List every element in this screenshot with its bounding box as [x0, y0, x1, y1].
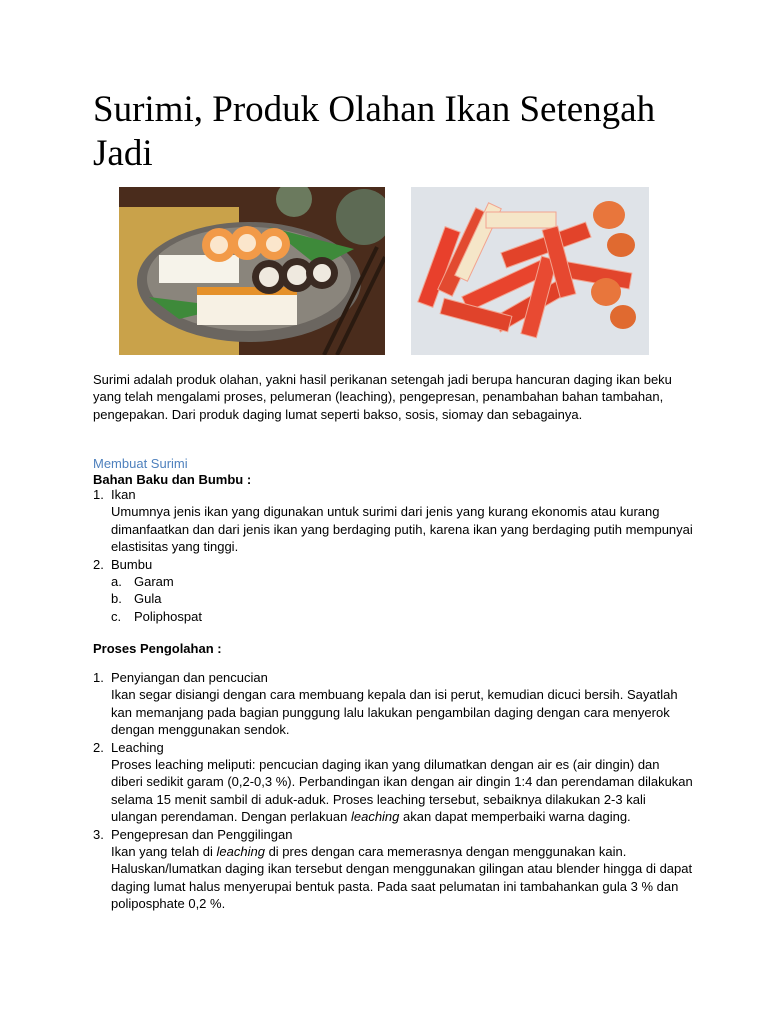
list-item: 1. Ikan Umumnya jenis ikan yang digunakan untuk surimi dari jenis yang kurang ekonomis atau kurang dimanfaatkan dan dari jenis ikan yang berdaging putih, karena ikan yang berdaging putih mempunyai elastisitas yang tinggi. [93, 487, 693, 555]
list-item-desc: Ikan segar disiangi dengan cara membuang kepala dan isi perut, kemudian dicuci bersih. Sayatlah kan memanjang pada bagian punggung lalu lakukan pengambilan daging dengan cara menyerok dengan menggunakan sendok. [111, 687, 678, 738]
list-item: 2. Bumbu a. Garam b. Gula c. Poliphospat [93, 556, 693, 626]
kamaboko-photo [119, 187, 385, 355]
list-item-title: Ikan [111, 487, 136, 502]
sub-item: a. Garam [111, 574, 174, 590]
list-item-title: Leaching [111, 739, 164, 755]
list-item-title: Penyiangan dan pencucian [111, 670, 268, 685]
proses-list [93, 669, 693, 913]
list-item-desc: Proses leaching meliputi: pencucian daging ikan yang dilumatkan dengan air es (air dingin) dan diberi sedikit garam (0,2-0,3 %). Perbandingan ikan dengan air dingin 1:4 dan perendaman dilakukan selama 15 menit sambil di aduk-aduk. Proses leaching tersebut, sebaiknya dilakukan 2-3 kali ulangan perendaman. Dengan perlakuan leaching akan dapat memperbaiki warna daging. [111, 757, 693, 825]
page-title: Surimi, Produk Olahan Ikan Setengah Jadi [93, 89, 656, 174]
list-item-title: Pengepresan dan Penggilingan [111, 826, 293, 842]
list-item: 2. Leaching Proses leaching meliputi: pencucian daging ikan yang dilumatkan dengan air es (air dingin) dan diberi sedikit garam (0,2-0,3 %). Perbandingan ikan dengan air dingin 1:4 dan perendaman dilakukan selama 15 menit sambil di aduk-aduk. Proses leaching tersebut, sebaiknya dilakukan 2-3 kali ulangan perendaman. Dengan perlakuan leaching akan dapat memperbaiki warna daging. [93, 739, 693, 825]
intro-paragraph: Surimi adalah produk olahan, yakni hasil perikanan setengah jadi berupa hancuran daging ikan beku yang telah mengalami proses, pelumeran (leaching), pengepresan, penambahan bahan tambahan, pengepakan. Dari produk daging lumat seperti bakso, sosis, siomay dan sebagainya. [93, 372, 672, 422]
bumbu-sublist [111, 573, 693, 625]
list-item: 1. Penyiangan dan pencucian Ikan segar disiangi dengan cara membuang kepala dan isi perut, kemudian dicuci bersih. Sayatlah kan memanjang pada bagian punggung lalu lakukan pengambilan daging dengan cara menyerok dengan menggunakan sendok. [93, 669, 693, 739]
sub-item: b. Gula [111, 591, 162, 607]
bahan-heading: Bahan Baku dan Bumbu : [93, 472, 252, 487]
section-heading: Membuat Surimi [93, 456, 188, 471]
sub-item: c. Poliphospat [111, 608, 202, 624]
list-item-desc: Umumnya jenis ikan yang digunakan untuk surimi dari jenis yang kurang ekonomis atau kurang dimanfaatkan dan dari jenis ikan yang berdaging putih, karena ikan yang berdaging putih mempunyai elastisitas yang tinggi. [111, 504, 693, 555]
list-item-title: Bumbu [111, 556, 153, 572]
crab-stick-photo [411, 187, 649, 355]
proses-heading: Proses Pengolahan : [93, 641, 222, 656]
bahan-list [93, 486, 693, 625]
list-item-desc: Ikan yang telah di leaching di pres dengan cara memerasnya dengan menggunakan kain. Haluskan/lumatkan daging ikan tersebut dengan menggunakan gilingan atau blender hingga di dapat daging lumat halus menyerupai bentuk pasta. Pada saat pelumatan ini tambahankan gula 3 % dan poliposphate 0,2 %. [111, 844, 693, 912]
list-item: 3. Pengepresan dan Penggilingan Ikan yang telah di leaching di pres dengan cara memerasnya dengan menggunakan kain. Haluskan/lumatkan daging ikan tersebut dengan menggunakan gilingan atau blender hingga di dapat daging lumat halus menyerupai bentuk pasta. Pada saat pelumatan ini tambahankan gula 3 % dan poliposphate 0,2 %. [93, 826, 693, 912]
